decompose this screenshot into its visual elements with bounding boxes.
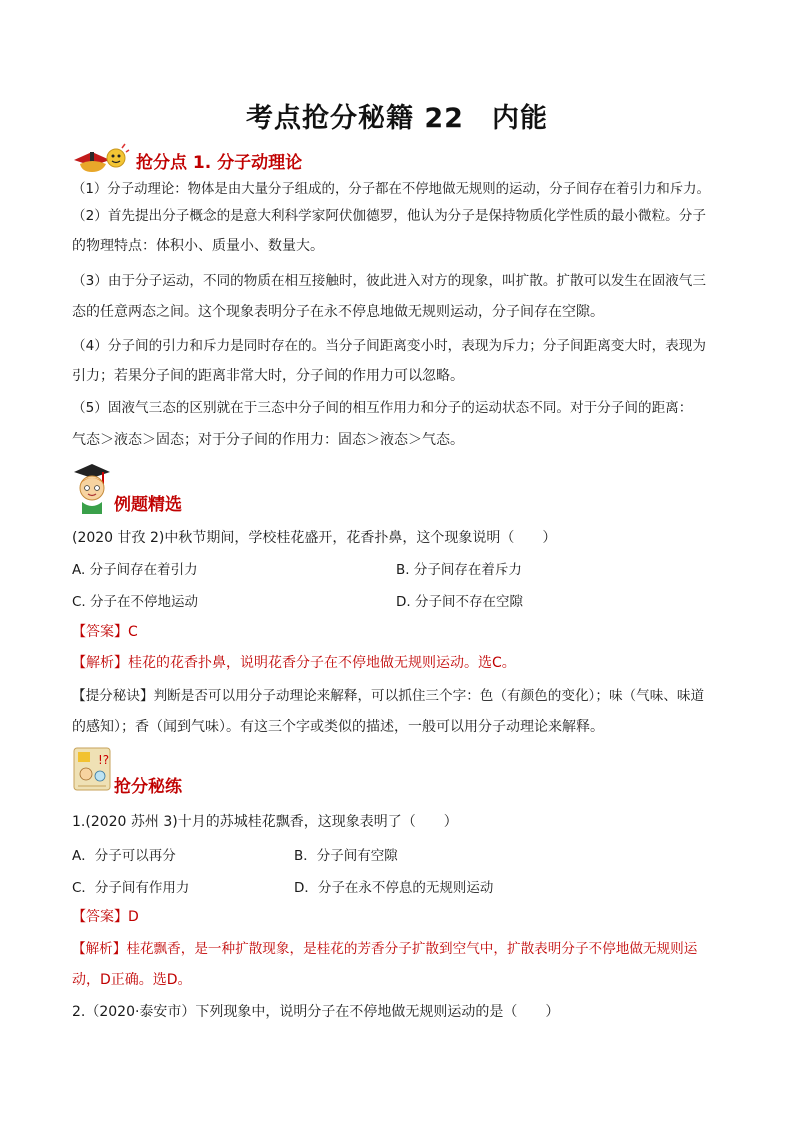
paragraph-line: （1）分子动理论：物体是由大量分子组成的，分子都在不停地做无规则的运动，分子间存在着引力和斥力。	[72, 182, 710, 197]
paragraph-line: （5）固液气三态的区别就在于三态中分子间的相互作用力和分子的运动状态不同。对于分子间的距离：	[72, 400, 693, 416]
graduate-cartoon-icon	[72, 462, 112, 514]
practice-question-1: 1.(2020 苏州 3)十月的苏城桂花飘香，这现象表明了（ ）	[72, 814, 458, 830]
option-d: D. 分子间不存在空隙	[396, 594, 523, 610]
answer-value: C	[128, 624, 138, 640]
paragraph-line: （2）首先提出分子概念的是意大利科学家阿伏伽德罗，他认为分子是保持物质化学性质的最小微粒。分子	[72, 208, 706, 224]
q1-analysis-line-2: 动，D正确。选D。	[72, 972, 192, 988]
q1-option-b: B．分子间有空隙	[294, 848, 398, 864]
svg-text:!?: !?	[98, 753, 110, 767]
q1-answer-line	[72, 907, 732, 927]
q1-analysis-line	[72, 939, 732, 959]
paragraph-line: 气态＞液态＞固态；对于分子间的作用力：固态＞液态＞气态。	[72, 432, 464, 448]
section-heading-practice: 抢分秘练	[114, 777, 182, 797]
paragraph-line: 引力；若果分子间的距离非常大时，分子间的作用力可以忽略。	[72, 368, 464, 384]
section-heading-molecular-theory: 抢分点 1. 分子动理论	[136, 153, 303, 173]
option-b: B. 分子间存在着斥力	[396, 562, 522, 578]
q1-analysis-label: 【解析】	[72, 941, 127, 957]
q1-option-c: C．分子间有作用力	[72, 880, 190, 896]
analysis-label: 【解析】	[72, 655, 128, 671]
page-title: 考点抢分秘籍 22 内能	[246, 103, 548, 134]
analysis-text: 桂花的花香扑鼻，说明花香分子在不停地做无规则运动。选C。	[128, 655, 516, 671]
q1-option-d: D．分子在永不停息的无规则运动	[294, 880, 494, 896]
cartoon-star-icon	[72, 142, 130, 176]
section-heading-examples: 例题精选	[114, 495, 182, 515]
answer-line	[72, 622, 732, 642]
paragraph-line: 的物理特点：体积小、质量小、数量大。	[72, 238, 324, 254]
q1-analysis-text: 桂花飘香，是一种扩散现象，是桂花的芳香分子扩散到空气中，扩散表明分子不停地做无规则运	[126, 941, 698, 957]
q1-option-a: A．分子可以再分	[72, 848, 176, 864]
option-a: A. 分子间存在着引力	[72, 562, 198, 578]
paragraph-line: （3）由于分子运动，不同的物质在相互接触时，彼此进入对方的现象，叫扩散。扩散可以发生在固液气三	[72, 273, 706, 289]
analysis-line	[72, 653, 732, 673]
answer-label: 【答案】	[72, 624, 128, 640]
tip-label: 【提分秘诀】	[72, 688, 154, 704]
tip-text: 判断是否可以用分子动理论来解释，可以抓住三个字：色（有颜色的变化）；味（气味、味道	[153, 688, 705, 704]
q1-answer-value: D	[128, 909, 139, 925]
paragraph-line: （4）分子间的引力和斥力是同时存在的。当分子间距离变小时，表现为斥力；分子间距离变大时，表现为	[72, 338, 706, 354]
practice-cartoon-icon	[72, 746, 112, 792]
tip-line	[72, 686, 732, 706]
option-c: C. 分子在不停地运动	[72, 594, 199, 610]
paragraph-line: 态的任意两态之间。这个现象表明分子在永不停息地做无规则运动，分子间存在空隙。	[72, 304, 604, 320]
q1-answer-label: 【答案】	[72, 909, 128, 925]
tip-line-2: 的感知）；香（闻到气味）。有这三个字或类似的描述，一般可以用分子动理论来解释。	[72, 719, 604, 735]
example-question: (2020 甘孜 2)中秋节期间，学校桂花盛开，花香扑鼻，这个现象说明（ ）	[72, 530, 557, 546]
practice-question-2: 2.（2020·泰安市）下列现象中，说明分子在不停地做无规则运动的是（ ）	[72, 1004, 560, 1020]
